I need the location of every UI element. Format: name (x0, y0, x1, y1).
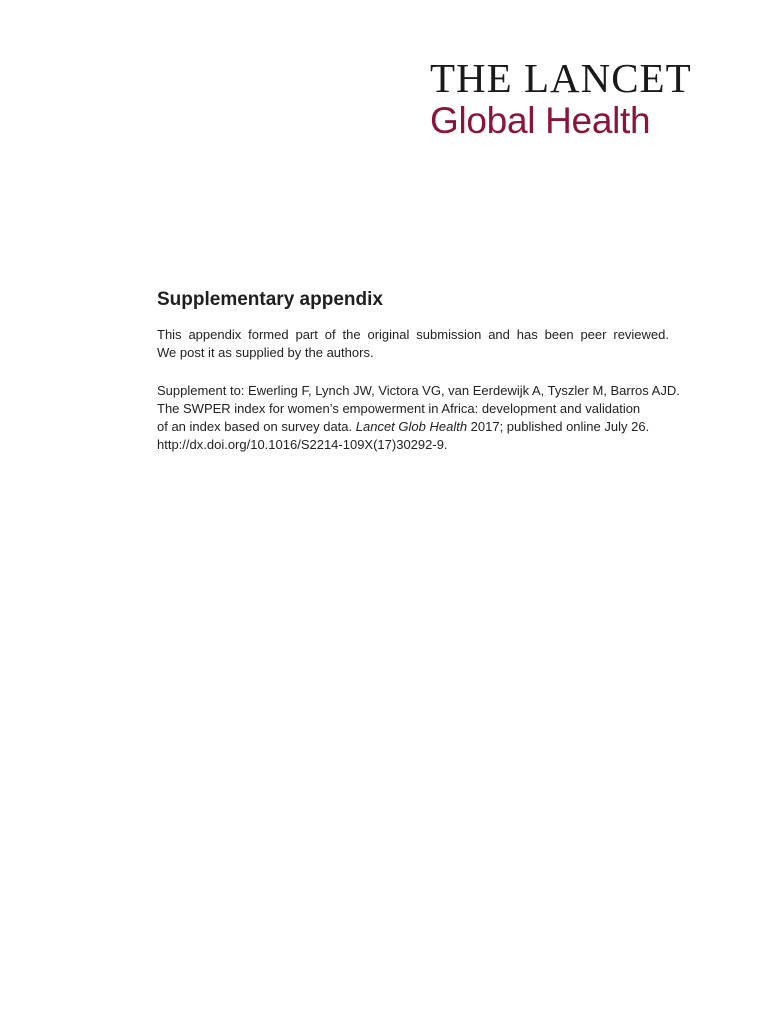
citation-doi-link[interactable]: http://dx.doi.org/10.1016/S2214-109X(17)30292-9. (157, 437, 448, 452)
journal-title: THE LANCET (430, 55, 692, 101)
citation-line: The SWPER index for women’s empowerment in Africa: development and validation (157, 401, 641, 416)
citation-line (157, 418, 669, 436)
intro-line: We post it as supplied by the authors. (157, 345, 374, 360)
appendix-intro (157, 326, 669, 362)
appendix-content (157, 288, 680, 474)
journal-masthead (430, 56, 750, 142)
intro-line: This appendix formed part of the original submission and has been peer reviewed. (157, 327, 669, 342)
citation-text: 2017; published online July 26. (467, 419, 650, 434)
citation-text: of an index based on survey data. (157, 419, 356, 434)
citation-journal: Lancet Glob Health (355, 419, 468, 434)
appendix-heading: Supplementary appendix (157, 289, 383, 310)
citation-line: Supplement to: Ewerling F, Lynch JW, Victora VG, van Eerdewijk A, Tyszler M, Barros AJD. (157, 383, 680, 398)
appendix-citation (157, 382, 680, 454)
journal-subtitle: Global Health (430, 100, 651, 141)
